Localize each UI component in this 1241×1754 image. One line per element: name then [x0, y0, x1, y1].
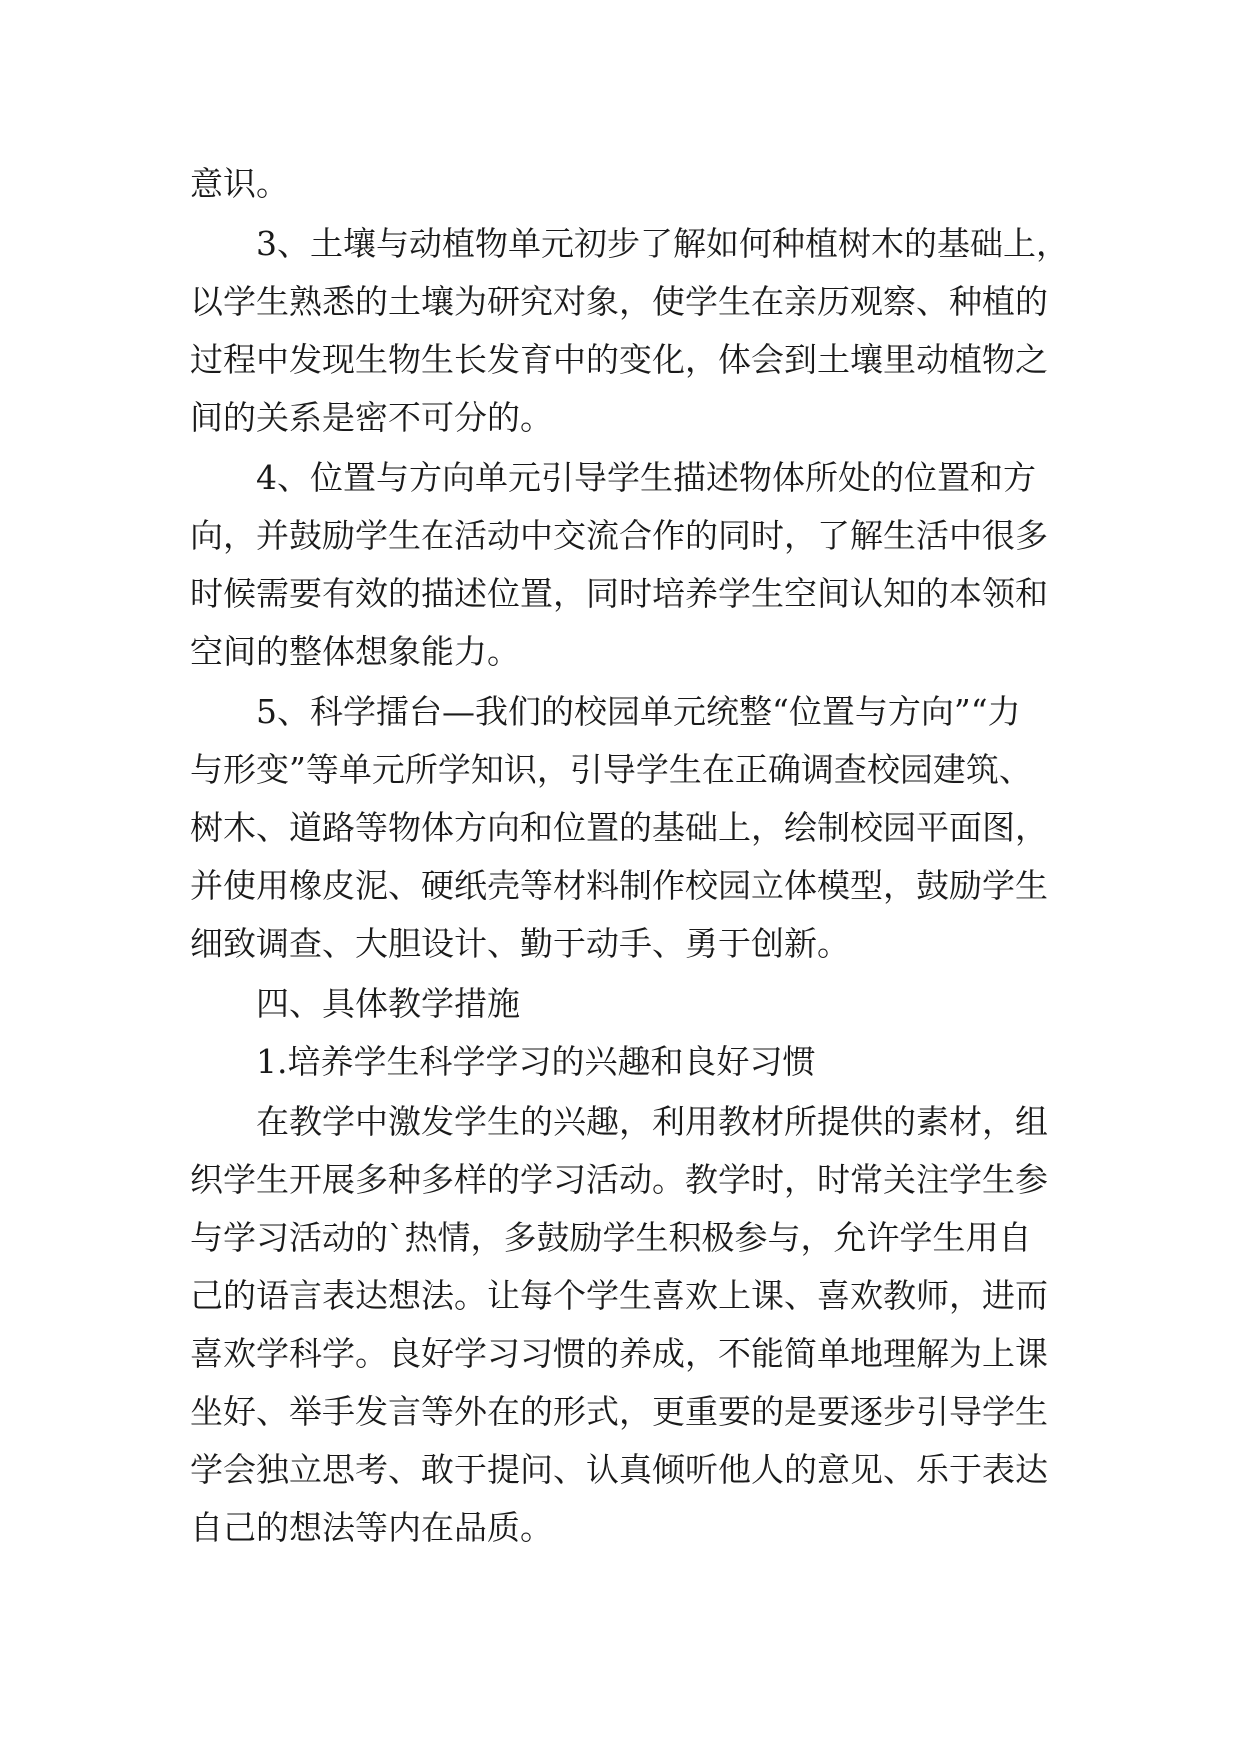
text-line: 时候需要有效的描述位置，同时培养学生空间认知的本领和	[190, 574, 1048, 613]
text-line: 4、位置与方向单元引导学生描述物体所处的位置和方	[256, 458, 1036, 497]
text-line: 5、科学擂台—我们的校园单元统整“位置与方向”“力	[256, 692, 1021, 731]
text-line: 过程中发现生物生长发育中的变化，体会到土壤里动植物之	[190, 340, 1048, 379]
text-line: 并使用橡皮泥、硬纸壳等材料制作校园立体模型，鼓励学生	[190, 866, 1048, 905]
text-line: 向，并鼓励学生在活动中交流合作的同时，了解生活中很多	[190, 516, 1048, 555]
text-line: 空间的整体想象能力。	[190, 632, 520, 671]
text-line: 喜欢学科学。良好学习习惯的养成，不能简单地理解为上课	[190, 1334, 1048, 1373]
text-line: 细致调查、大胆设计、勤于动手、勇于创新。	[190, 924, 850, 963]
text-line: 以学生熟悉的土壤为研究对象，使学生在亲历观察、种植的	[190, 282, 1048, 321]
section-heading: 四、具体教学措施	[256, 984, 520, 1023]
text-line: 学会独立思考、敢于提问、认真倾听他人的意见、乐于表达	[190, 1450, 1048, 1489]
text-line: 树木、道路等物体方向和位置的基础上，绘制校园平面图，	[190, 808, 1048, 847]
text-line: 己的语言表达想法。让每个学生喜欢上课、喜欢教师，进而	[190, 1276, 1048, 1315]
text-line: 与学习活动的`热情，多鼓励学生积极参与，允许学生用自	[190, 1218, 1032, 1257]
subsection-heading: 1.培养学生科学学习的兴趣和良好习惯	[256, 1042, 816, 1081]
text-line: 在教学中激发学生的兴趣，利用教材所提供的素材，组	[256, 1102, 1048, 1141]
text-line: 3、土壤与动植物单元初步了解如何种植树木的基础上，	[256, 224, 1069, 263]
text-line: 间的关系是密不可分的。	[190, 398, 553, 437]
text-line: 坐好、举手发言等外在的形式，更重要的是要逐步引导学生	[190, 1392, 1048, 1431]
text-line: 自己的想法等内在品质。	[190, 1508, 553, 1547]
text-line: 织学生开展多种多样的学习活动。教学时，时常关注学生参	[190, 1160, 1048, 1199]
text-line: 与形变”等单元所学知识，引导学生在正确调查校园建筑、	[190, 750, 1032, 789]
text-line: 意识。	[190, 164, 289, 203]
